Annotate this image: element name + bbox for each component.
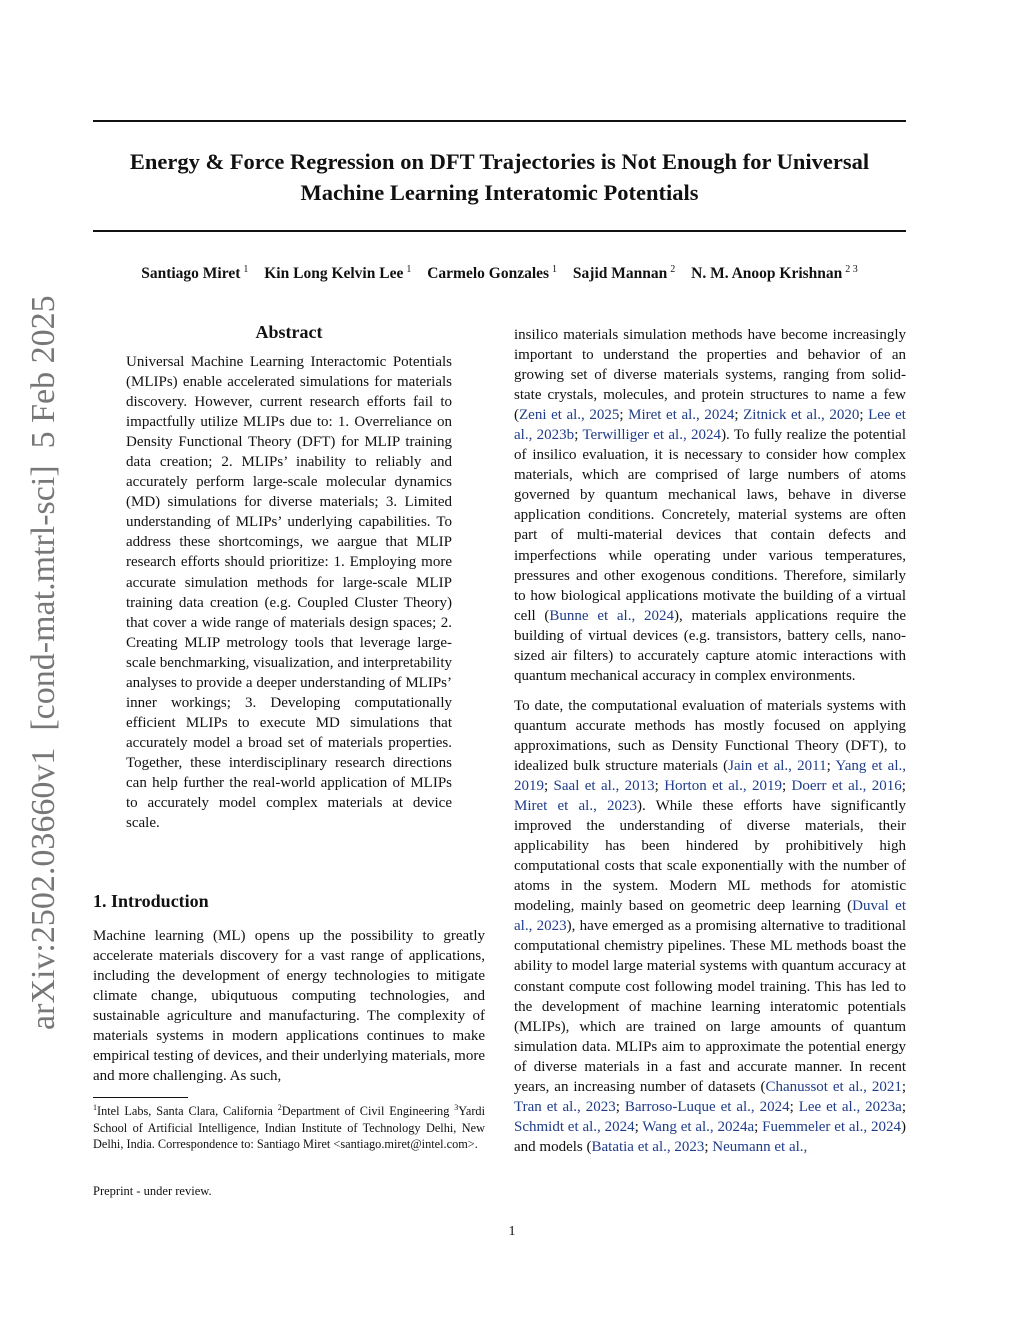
citation-link[interactable]: Wang et al., 2024a — [642, 1118, 755, 1135]
abstract-text: Universal Machine Learning Interactomic Potentials (MLIPs) enable accelerated simulations for materials discovery. However, current research efforts fail to impactfully utilize MLIPs due to: 1. Overreliance on Density Functional Theory (DFT) for MLIP training data creation; 2. MLIPs’ inability to reliably and accurately perform large-scale molecular dynamics (MD) simulations for diverse materials; 3. Limited understanding of MLIPs’ underlying capabilities. To address these shortcomings, we aargue that MLIP research efforts should prioritize: 1. Employing more accurate simulation methods for large-scale MLIP training data creation (e.g. Coupled Cluster Theory) that cover a wide range of materials design spaces; 2. Creating MLIP metrology tools that leverage large-scale benchmarking, visualization, and interpretability analyses to provide a deeper understanding of MLIPs’ inner workings; 3. Developing computationally efficient MLIPs to execute MD simulations that accurately model a broad set of materials properties. Together, these interdisciplinary research directions can help further the real-world application of MLIPs to accurately model complex materials at device scale. — [126, 354, 452, 832]
affiliations-footnote: $^1$Intel Labs, Santa Clara, California $^2$Department of Civil Engineering $^3$Yardi School of Artificial Intelligence, Indian Institute of Technology Delhi, New Delhi, India. Correspondence to: Santiago Miret <santiago.miret@intel.com>. — [93, 1103, 485, 1152]
citation-link[interactable]: Batatia et al., 2023 — [591, 1138, 705, 1155]
title-bottom-rule — [93, 230, 906, 232]
citation-link[interactable]: Jain et al., 2011 — [728, 757, 827, 774]
right-column — [514, 325, 906, 1157]
citation-link[interactable]: Lee et al., 2023a — [798, 1098, 902, 1115]
author: Kin Long Kelvin Lee $^1$ — [264, 264, 412, 283]
author: Carmelo Gonzales $^1$ — [427, 264, 558, 283]
citation-link[interactable]: Doerr et al., 2016 — [791, 778, 902, 795]
citation-link[interactable]: Barroso-Luque et al., 2024 — [624, 1098, 790, 1115]
citation-link[interactable]: Saal et al., 2013 — [553, 778, 655, 795]
author-list — [93, 264, 906, 283]
title-line-2: Machine Learning Interatomic Potentials — [300, 180, 699, 205]
paper-title — [93, 146, 906, 208]
author: Sajid Mannan $^2$ — [572, 264, 676, 283]
page-number: 1 — [508, 1224, 516, 1239]
arxiv-sidebar-stamp: arXiv:2502.03660v1 [cond-mat.mtrl-sci] 5 Feb 2025 — [25, 295, 62, 1030]
introduction-heading: 1. Introduction — [93, 891, 209, 911]
preprint-notice: Preprint - under review. — [93, 1184, 212, 1198]
author: Santiago Miret $^1$ — [141, 264, 249, 283]
citation-link[interactable]: Zeni et al., 2025 — [519, 407, 620, 424]
citation-link[interactable]: Yang et al., 2019 — [514, 757, 907, 795]
citation-link[interactable]: Chanussot et al., 2021 — [765, 1078, 902, 1095]
citation-link[interactable]: Lee et al., 2023b — [514, 407, 906, 444]
author: N. M. Anoop Krishnan $^{2 3}$ — [691, 264, 858, 283]
citation-link[interactable]: Terwilliger et al., 2024 — [582, 427, 722, 444]
footnote-rule — [93, 1097, 188, 1098]
citation-link[interactable]: Duval et al., 2023 — [514, 898, 906, 935]
citation-link[interactable]: Miret et al., 2024 — [628, 407, 735, 424]
title-line-1: Energy & Force Regression on DFT Trajectories is Not Enough for Universal — [129, 149, 870, 174]
introduction-text: Machine learning (ML) opens up the possibility to greatly accelerate materials discovery for a vast range of applications, including the development of energy technologies to mitigate climate change, ubiqutuous computing technologies, and sustainable agriculture and manufacturing. The complexity of materials systems in modern applications continues to make empirical testing of devices, and their underlying materials, more and more challenging. As such, — [93, 928, 485, 1085]
paragraph: insilico materials simulation methods have become increasingly important to understand the properties and behavior of an growing set of diverse materials systems, ranging from solid-state crystals, molecules, and protein structures to name a few (Zeni et al., 2025; Miret et al., 2024; Zitnick et al., 2020; Lee et al., 2023b; Terwilliger et al., 2024). To fully realize the potential of insilico evaluation, it is necessary to consider how complex materials, which are comprised of large numbers of atoms governed by quantum mechanical laws, behave in diverse application conditions. Concretely, material systems are often part of multi-material devices that contain defects and imperfections while operating under various temperatures, pressures and other exogenous conditions. Therefore, similarly to how biological applications motivate the building of a virtual cell (Bunne et al., 2024), materials applications require the building of virtual devices (e.g. transistors, battery cells, nano-sized air filters) to accurately capture atomic interactions with quantum mechanical accuracy in complex environments. — [514, 327, 906, 684]
citation-link[interactable]: Neumann et al., — [712, 1138, 808, 1155]
abstract-heading: Abstract — [255, 322, 323, 342]
citation-link[interactable]: Bunne et al., 2024 — [549, 607, 674, 624]
citation-link[interactable]: Zitnick et al., 2020 — [743, 407, 860, 424]
citation-link[interactable]: Tran et al., 2023 — [514, 1098, 616, 1115]
citation-link[interactable]: Horton et al., 2019 — [664, 778, 782, 795]
citation-link[interactable]: Schmidt et al., 2024 — [514, 1118, 635, 1135]
citation-link[interactable]: Miret et al., 2023 — [514, 798, 637, 815]
paragraph: To date, the computational evaluation of materials systems with quantum accurate methods has mostly focused on applying approximations, such as Density Functional Theory (DFT), to idealized bulk structure materials (Jain et al., 2011; Yang et al., 2019; Saal et al., 2013; Horton et al., 2019; Doerr et al., 2016; Miret et al., 2023). While these efforts have significantly improved the understanding of diverse materials, their applicability has been hindered by prohibitively high computational costs that scale exponentially with the number of atoms in the system. Modern ML methods for atomistic modeling, mainly based on geometric deep learning (Duval et al., 2023), have emerged as a promising alternative to traditional computational chemistry pipelines. These ML methods boast the ability to model large material systems with quantum accuracy at constant compute cost following model training. This has led to the development of machine learning interatomic potentials (MLIPs), which are trained on large amounts of quantum simulation data. MLIPs aim to approximate the potential energy of diverse materials in a fast and accurate manner. In recent years, an increasing number of datasets (Chanussot et al., 2021; Tran et al., 2023; Barroso-Luque et al., 2024; Lee et al., 2023a; Schmidt et al., 2024; Wang et al., 2024a; Fuemmeler et al., 2024) and models (Batatia et al., 2023; Neumann et al., — [514, 697, 907, 1155]
citation-link[interactable]: Fuemmeler et al., 2024 — [762, 1118, 901, 1135]
title-top-rule — [93, 120, 906, 122]
